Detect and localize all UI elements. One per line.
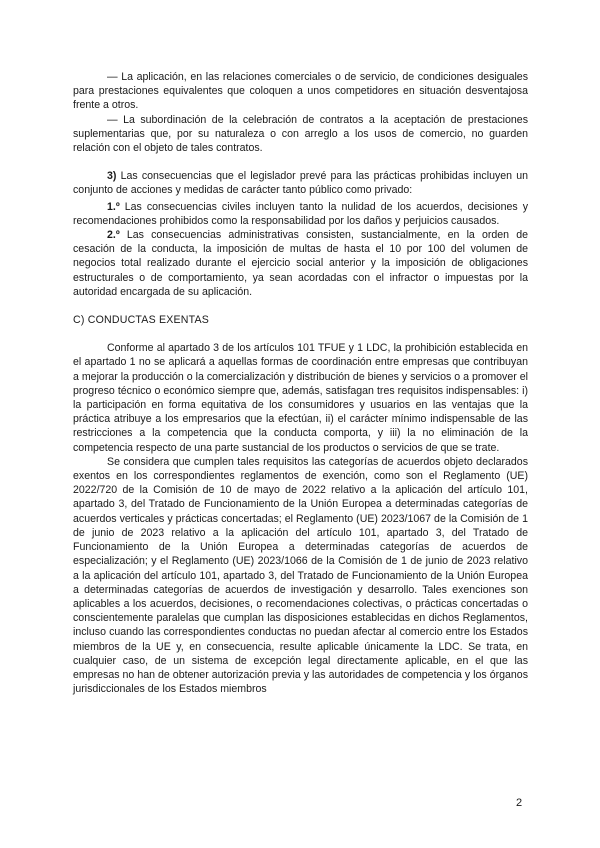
paragraph-civil-consequences-text: Las consecuencias civiles incluyen tanto la nulidad de los acuerdos, decisiones y recomendaciones prohibidos como la responsabilidad por los daños y perjuicios causados.: [73, 200, 528, 227]
item-label-1: 1.º: [107, 200, 120, 213]
paragraph-exemption-conditions: Conforme al apartado 3 de los artículos 101 TFUE y 1 LDC, la prohibición establecida en el apartado 1 no se aplicará a aquellas formas de coordinación entre empresas que contribuyan a mejorar la producción o la comercialización y distribución de bienes y servicios o a promover el progreso técnico o económico siempre que, además, satisfagan tres requisitos indispensables: i) la participación en forma equitativa de los consumidores y usuarios en las ventajas que la práctica atribuye a los empresarios que la efectúan, ii) el carácter mínimo indispensable de las restricciones a la competencia que la conducta comporta, y iii) la no eliminación de la competencia respecto de una parte sustancial de los productos o servicios de que se trate.: [73, 342, 528, 454]
page-number: 2: [516, 797, 523, 809]
paragraph-exemption-regulations: Se considera que cumplen tales requisitos las categorías de acuerdos objeto declarados exentos en los correspondientes reglamentos de exención, como son el Reglamento (UE) 2022/720 de la Comisión de 10 de mayo de 2022 relativo a la aplicación del artículo 101, apartado 3, del Tratado de Funcionamiento de la Unión Europea a determinadas categorías de acuerdos verticales y prácticas concertadas; el Reglamento (UE) 2023/1067 de la Comisión de 1 de junio de 2023 relativo a la aplicación del artículo 101, apartado 3, del Tratado de Funcionamiento de la Unión Europea a determinadas categorías de acuerdos de especialización; y el Reglamento (UE) 2023/1066 de la Comisión de 1 de junio de 2023 relativo a la aplicación del artículo 101, apartado 3, del Tratado de Funcionamiento de la Unión Europea a determinadas categorías de acuerdos de investigación y desarrollo. Tales exenciones son aplicables a los acuerdos, decisiones, o recomendaciones colectivas, o prácticas concertadas o conscientemente paralelas que cumplan las disposiciones establecidas en dichos Reglamentos, incluso cuando las correspondientes conductas no puedan afectar al comercio entre los Estados miembros de la UE y, en consecuencia, resulte aplicable únicamente la LDC. Se trata, en cualquier caso, de un sistema de excepción legal directamente aplicable, en el que las empresas no han de obtener autorización previa y las autoridades de competencia y los órganos jurisdiccionales de los Estados miembros: [73, 455, 528, 696]
paragraph-consequences-text: Las consecuencias que el legislador prevé para las prácticas prohibidas incluyen un conjunto de acciones y medidas de carácter tanto público como privado:: [73, 170, 528, 197]
paragraph-subordination: — La subordinación de la celebración de contratos a la aceptación de prestaciones suplementarias que, por su naturaleza o con arreglo a los usos de comercio, no guarden relación con el objeto de tales contratos.: [73, 113, 528, 155]
paragraph-unequal-conditions: — La aplicación, en las relaciones comerciales o de servicio, de condiciones desiguales para prestaciones equivalentes que coloquen a unos competidores en situación desventajosa frente a otros.: [73, 71, 528, 112]
item-label-2: 2.º: [107, 229, 120, 242]
page-content: [73, 70, 528, 696]
item-label-3: 3): [107, 170, 117, 183]
paragraph-consequences: [73, 169, 528, 197]
section-heading: C) CONDUCTAS EXENTAS: [73, 314, 210, 327]
paragraph-administrative-consequences: [73, 228, 528, 299]
paragraph-administrative-consequences-text: Las consecuencias administrativas consisten, sustancialmente, en la orden de cesación de la conducta, la imposición de multas de hasta el 10 por 100 del volumen de negocios total realizado durante el ejercicio social anterior y la imposición de obligaciones estructurales o de comportamiento, ya sean acordadas con el infractor o impuestas por la autoridad encargada de su aplicación.: [73, 229, 528, 298]
paragraph-civil-consequences: [73, 200, 528, 228]
